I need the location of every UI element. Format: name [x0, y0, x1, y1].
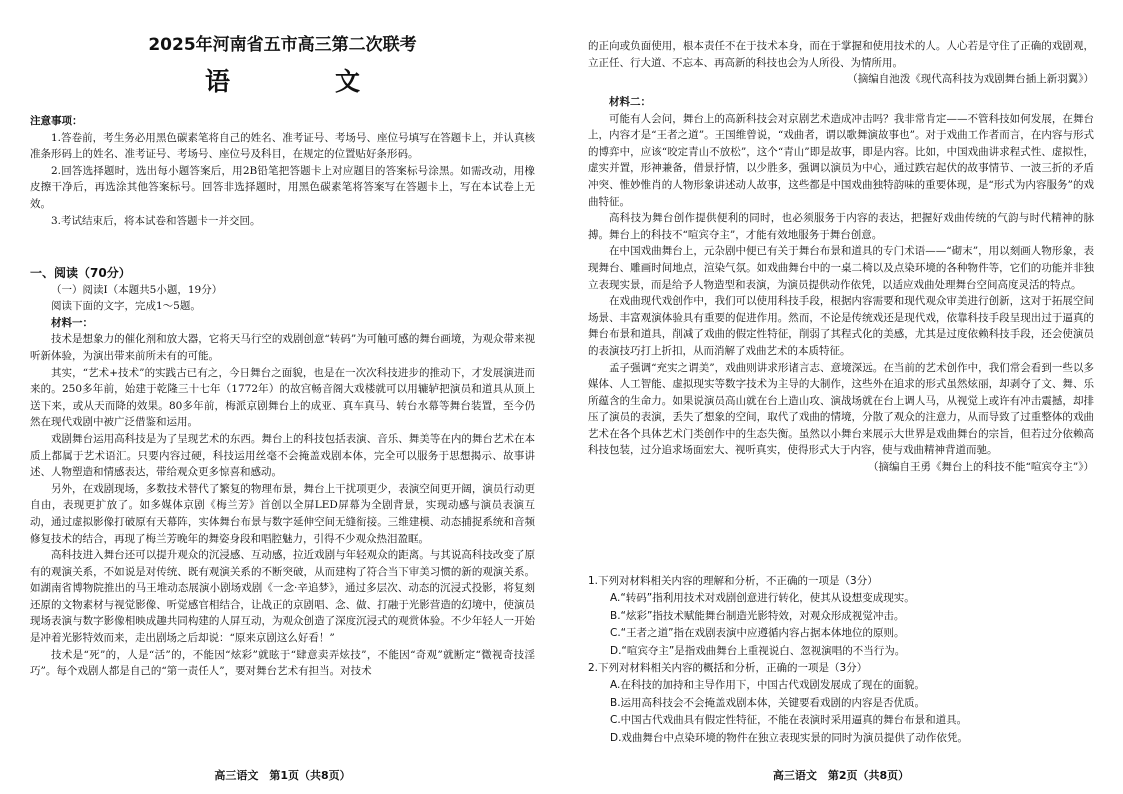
notice-heading: 注意事项： [30, 115, 83, 127]
page-footer: 高三语文 第1页（共8页） [214, 769, 351, 782]
paragraph: 高科技进入舞台还可以提升观众的沉浸感、互动感，拉近戏剧与年轻观众的距离。与其说高科技改变了原有的观演关系，不如说是对传统、既有观演关系的不断突破，从而建构了符合当下审美习惯的新的观演关系。如湖南省博物院推出的马王堆动态展演小剧场戏剧《一念·辛追梦》，通过多层次、动态的沉浸式投影，将复刻还原的文物素材与视觉影像、听觉感官相结合，让战正的京剧唱、念、做、打融于光影营造的幻境中，使演员现场表演与数字影像相映成趣共同构建的人屏互动，为观众创造了深度沉浸式的观赏体验。不少年轻人一开始是冲着光影特效而来，走出剧场之后却说：“原来京剧这么好看！” [30, 549, 535, 645]
notice-item: 1.答卷前，考生务必用黑色碳素笔将自己的姓名、准考证号、考场号、座位号填写在答题卡上，并认真核准条形码上的姓名、准考证号、考场号、座位号及科目，在规定的位置贴好条形码。 [30, 131, 535, 161]
question-2-option-a[interactable]: A.在科技的加持和主导作用下，中国古代戏剧发展成了现在的面貌。 [610, 679, 925, 692]
paragraph: 在戏曲现代戏创作中，我们可以使用科技手段，根据内容需要和现代观众审美进行创新，这对于拓展空间场景、丰富观演体验具有重要的促进作用。然而，不论是传统戏还是现代戏，依靠科技手段呈现出过于逼真的舞台布景和道具，削减了戏曲的假定性特征，削弱了其程式化的美感，尤其是过度依赖科技手段，还会使演员的表演技巧打上折扣，从而消解了戏曲艺术的本质特征。 [588, 295, 1094, 357]
paragraph: 戏剧舞台运用高科技是为了呈现艺术的东西。舞台上的科技包括表演、音乐、舞美等在内的舞台艺术在本质上都属于艺术语汇。只要内容过硬，科技运用丝毫不会掩盖戏剧本体，完全可以服务于思想揭示、故事讲述、人物塑造和情感表达，带给观众更多惊喜和感动。 [30, 432, 535, 479]
page-2 [588, 0, 1094, 794]
subject-title: 语 文 [204, 67, 400, 96]
paragraph: 技术是“死”的，人是“活”的，不能因“炫彩”就眩于“肆意卖弄炫技”，不能因“奇观”就断定“微视奇技淫巧”。每个戏剧人都是自己的“第一责任人”，要对舞台艺术有担当。对技术 [30, 648, 535, 678]
paragraph: 另外，在戏剧现场，多数技术替代了繁复的物理布景，舞台上干扰项更少，表演空间更开阔，演员行动更自由，表现更扩放了。如多媒体京剧《梅兰芳》首创以全屏LED屏幕为全剧背景，实现动感与演员表演互动，通过虚拟影像打破原有天幕阵，实体舞台布景与数字延伸空间无缝衔接。三维建模、动态捕捉系统和音频修复技术的结合，再现了梅兰芳晚年的舞姿身段和唱腔魅力，引得不少观众热泪盈眶。 [30, 482, 535, 545]
material-2-block [588, 94, 1094, 476]
material-1-heading: 材料一： [51, 316, 93, 329]
question-1-option-c[interactable]: C.“王者之道”指在戏剧表演中应遵循内容占据本体地位的原则。 [610, 627, 905, 640]
paragraph: 的正向或负面使用，根本责任不在于技术本身，而在于掌握和使用技术的人。人心若是守住了正确的戏剧观，立正任、行大道、不忘本、再高新的科技也会为人所役、为情所用。 [588, 40, 1094, 69]
material-2-heading: 材料二： [609, 96, 651, 108]
notice-item: 3.考试结束后，将本试卷和答题卡一并交回。 [51, 214, 261, 227]
instruction: 阅读下面的文字，完成1～5题。 [51, 300, 201, 313]
paragraph: 技术是想象力的催化剂和放大器，它将天马行空的戏剧创意“转码”为可触可感的舞台画境，为观众带来视听新体验，为演出带来前所未有的可能。 [30, 333, 535, 362]
paragraph: 在中国戏曲舞台上，元杂剧中便已有关于舞台布景和道具的专门术语——“砌末”，用以刻画人物形象，表现舞台、雕画时间地点，渲染气氛。如戏曲舞台中的一桌二椅以及点染环境的各种物件等，它们的功能并非独立表现实景，而是给予人物造型和表演，为演员提供动作依凭，以适应戏曲处理舞台空间高度灵活的特点。 [588, 245, 1094, 291]
question-1-option-d[interactable]: D.“喧宾夺主”是指戏曲舞台上重视说白、忽视演唱的不当行为。 [610, 644, 906, 657]
paragraph: 高科技为舞台创作提供便利的同时，也必须服务于内容的表达，把握好戏曲传统的气韵与时代精神的脉搏。舞台上的科技不“喧宾夺主”，才能有效地服务于舞台创意。 [588, 212, 1094, 241]
question-2-option-d[interactable]: D.戏曲舞台中点染环境的物件在独立表现实景的同时为演员提供了动作依凭。 [610, 731, 968, 744]
subsection-heading: （一）阅读Ⅰ（本题共5小题，19分） [51, 283, 223, 296]
question-2-option-b[interactable]: B.运用高科技会不会掩盖戏剧本体，关键要看戏剧的内容是否优质。 [610, 696, 926, 709]
question-2-option-c[interactable]: C.中国古代戏曲具有假定性特征，不能在表演时采用逼真的舞台布景和道具。 [610, 714, 968, 727]
notice-item: 2.回答选择题时，选出每小题答案后，用2B铅笔把答题卡上对应题目的答案标号涂黑。如需改动，用橡皮擦干净后，再选涂其他答案标号。回答非选择题时，用黑色碳素笔将答案写在答题卡上，写在本试卷上无效。 [30, 164, 535, 210]
exam-title: 2025年河南省五市高三第二次联考 [148, 35, 417, 55]
source-citation: （摘编自王勇《舞台上的科技不能“喧宾夺主”》） [868, 461, 1094, 474]
questions-block [588, 573, 1094, 747]
question-1-stem: 1.下列对材料相关内容的理解和分析，不正确的一项是（3分） [588, 575, 878, 587]
paragraph: 可能有人会问，舞台上的高新科技会对京剧艺术造成冲击吗？我非常肯定——不管科技如何发展，在舞台上，内容才是“王者之道”。王国维曾说，“戏曲者，谓以歌舞演故事也”。对于戏曲工作者而言，在内容与形式的博弈中，应该“咬定青山不放松”，这个“青山”即是故事，即是内容。比如，中国戏曲讲求程式性、虚拟性，虚实并置，形神兼备，借景抒情，以少胜多，强调以演员为中心，通过跌宕起伏的故事情节、一波三折的矛盾冲突、惟妙惟肖的人物形象讲述动人故事，这些都是中国戏曲独特韵味的重要体现，是“形式为内容服务”的戏曲特征。 [588, 112, 1094, 208]
paragraph: 其实，“艺术+技术”的实践古已有之，今日舞台之面貌，也是在一次次科技进步的推动下，才发展演进而来的。250多年前，始建于乾隆三十七年（1772年）的故宫畅音阁大戏楼就可以用辘轳把演员和道具从顶上送下来，或从天而降的效果。80多年前，梅派京剧舞台上的成亚、真车真马、转台水幕等舞台装置，至今仍然在现代戏剧中被广泛借鉴和运用。 [30, 366, 535, 429]
paragraph: 孟子强调“充实之谓美”，戏曲则讲求形诸言志、意境深远。在当前的艺术创作中，我们常会看到一些以多媒体、人工智能、虚拟现实等数字技术为主导的大制作，这些外在追求的形式虽然炫丽，却剥夺了文、舞、乐所蕴含的生命力。如果说演员高山就在台上造山攻、演战场就在台上调人马，从视觉上或许有冲击震撼，却排压了演员的表演，丢失了想象的空间，取代了戏曲的情境，分散了观众的注意力，从而导致了过重整体的戏曲艺术在各个具体艺术门类创作中的生态失衡。虽然以小舞台来展示大世界是戏曲舞台的宗旨，但若过分依赖高科技包装，过分追求场面宏大、视听真实，使得形式大于内容，使与戏曲精神背道而驰。 [588, 361, 1094, 457]
source-citation: （摘编自池泼《现代高科技为戏剧舞台插上新羽翼》） [847, 73, 1094, 86]
page-1 [30, 0, 535, 794]
notice-block [30, 113, 535, 229]
material-1-end [588, 38, 1094, 88]
question-1-option-b[interactable]: B.“炫彩”指技术赋能舞台制造光影特效，对观众形成视觉冲击。 [610, 609, 905, 622]
page-footer: 高三语文 第2页（共8页） [772, 769, 910, 782]
reading-block [30, 265, 535, 680]
section-heading: 一、阅读（70分） [30, 266, 131, 280]
question-1-option-a[interactable]: A.“转码”指利用技术对戏剧创意进行转化，使其从设想变成现实。 [610, 592, 915, 605]
question-2-stem: 2.下列对材料相关内容的概括和分析，正确的一项是（3分） [588, 662, 868, 675]
